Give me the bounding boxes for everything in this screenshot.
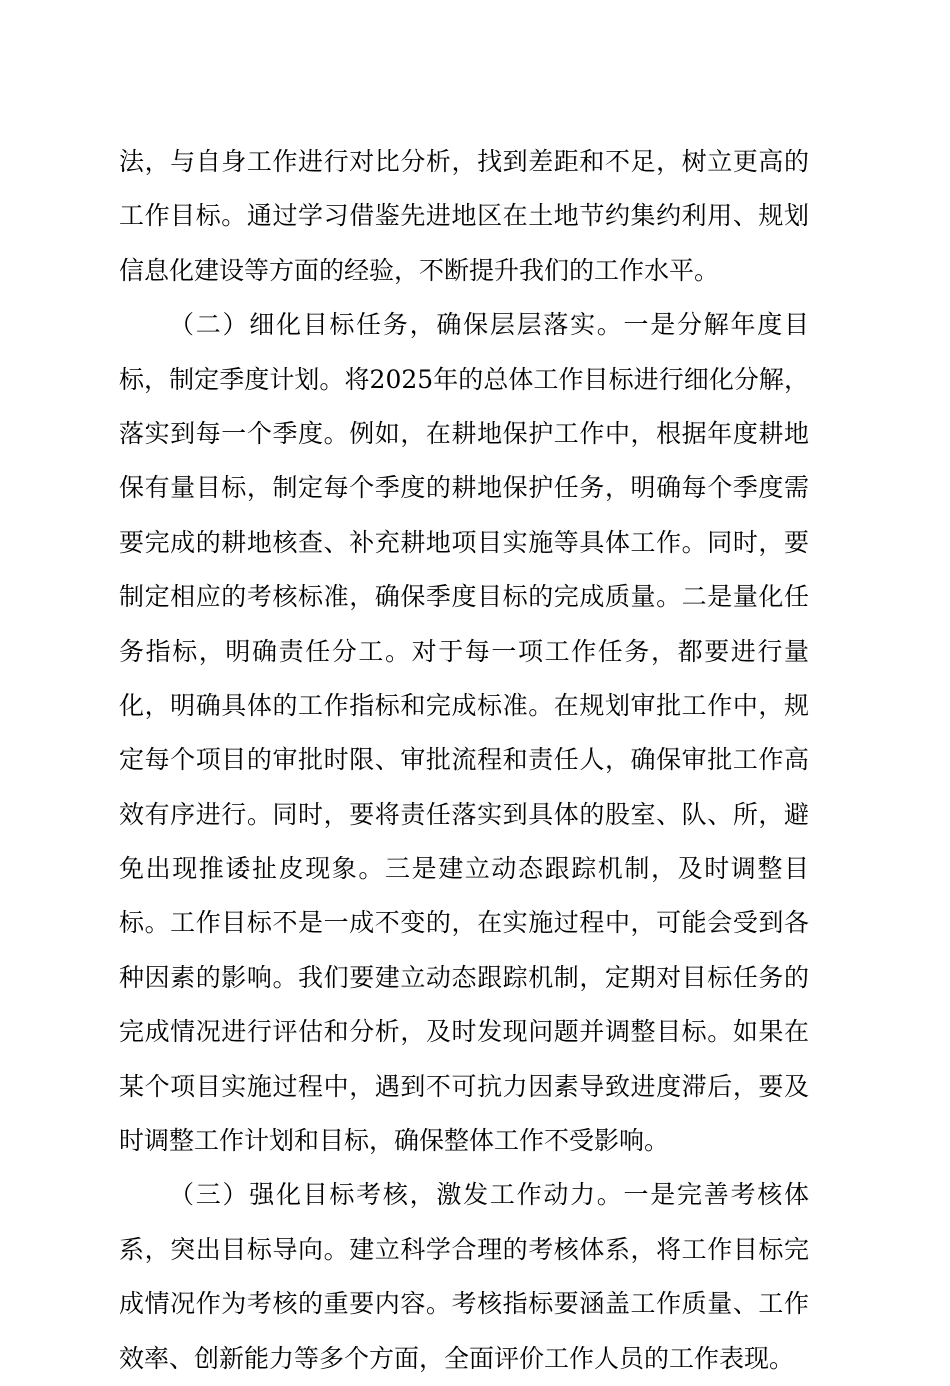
text-line: 时调整工作计划和目标，确保整体工作不受影响。 — [119, 1126, 670, 1156]
text-line: 标，制定季度计划。将2025年的总体工作目标进行细化分解， — [119, 364, 809, 394]
text-line: 定每个项目的审批时限、审批流程和责任人，确保审批工作高 — [119, 745, 809, 775]
text-run: 一是分解年度目 — [623, 310, 809, 340]
text-line: 信息化建设等方面的经验，不断提升我们的工作水平。 — [119, 255, 720, 285]
text-line: 效率、创新能力等多个方面，全面评价工作人员的工作表现。 — [119, 1343, 795, 1373]
section-heading-two: （二）细化目标任务，确保层层落实。 — [169, 310, 624, 340]
paragraph-continuation — [119, 135, 809, 298]
text-line: 工作目标。通过学习借鉴先进地区在土地节约集约利用、规划 — [119, 201, 809, 231]
text-line: 化，明确具体的工作指标和完成标准。在规划审批工作中，规 — [119, 690, 809, 720]
section-heading-three: （三）强化目标考核，激发工作动力。 — [169, 1180, 624, 1210]
text-line: 标。工作目标不是一成不变的，在实施过程中，可能会受到各 — [119, 908, 809, 938]
text-line — [119, 1168, 809, 1222]
text-line: 保有量目标，制定每个季度的耕地保护任务，明确每个季度需 — [119, 473, 809, 503]
text-line: 法，与自身工作进行对比分析，找到差距和不足，树立更高的 — [119, 147, 809, 176]
text-run: 一是完善考核体 — [623, 1180, 809, 1210]
text-line: 落实到每一个季度。例如，在耕地保护工作中，根据年度耕地 — [119, 418, 809, 448]
text-line: 系，突出目标导向。建立科学合理的考核体系，将工作目标完 — [119, 1234, 809, 1264]
document-body — [119, 135, 809, 1386]
text-line: 某个项目实施过程中，遇到不可抗力因素导致进度滞后，要及 — [119, 1071, 809, 1101]
text-line: 制定相应的考核标准，确保季度目标的完成质量。二是量化任 — [119, 582, 809, 612]
text-line: 种因素的影响。我们要建立动态跟踪机制，定期对目标任务的 — [119, 962, 809, 992]
text-line: 要完成的耕地核查、补充耕地项目实施等具体工作。同时，要 — [119, 527, 809, 557]
section-three-paragraph — [119, 1168, 809, 1386]
text-line: 完成情况进行评估和分析，及时发现问题并调整目标。如果在 — [119, 1017, 809, 1047]
text-line: 免出现推诿扯皮现象。三是建立动态跟踪机制，及时调整目 — [119, 854, 809, 884]
text-line: 成情况作为考核的重要内容。考核指标要涵盖工作质量、工作 — [119, 1289, 809, 1319]
section-two-paragraph — [119, 298, 809, 1168]
text-line: 务指标，明确责任分工。对于每一项工作任务，都要进行量 — [119, 636, 809, 666]
text-line — [119, 298, 809, 352]
text-line: 效有序进行。同时，要将责任落实到具体的股室、队、所，避 — [119, 799, 809, 829]
